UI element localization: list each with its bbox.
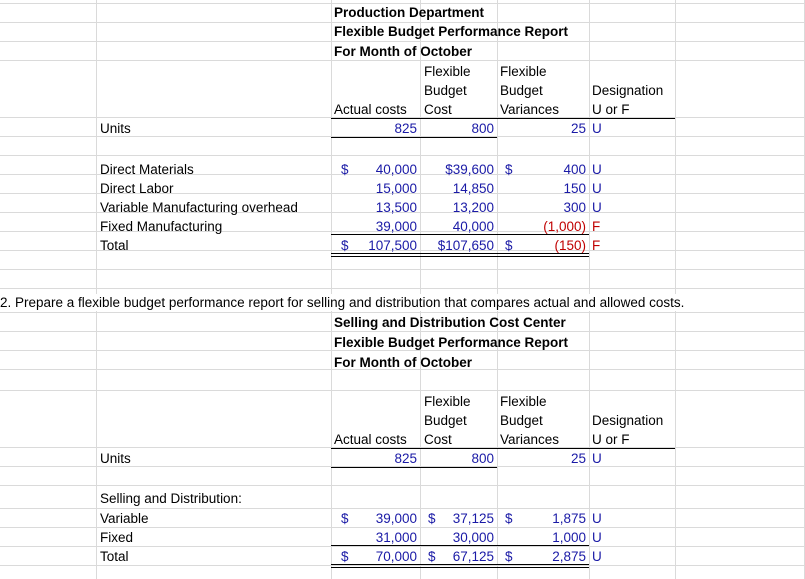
total-double-underline xyxy=(331,564,420,568)
header-budget: Budget xyxy=(424,83,467,98)
row-designation[interactable]: U xyxy=(592,181,602,196)
header-budget: Budget xyxy=(500,413,543,428)
grid-col-line xyxy=(331,0,332,579)
grid-row-line xyxy=(0,527,805,528)
units-designation[interactable]: U xyxy=(592,451,602,466)
grid-row-line xyxy=(0,288,805,289)
total-actual[interactable]: 70,000 xyxy=(375,549,417,564)
header-flexible: Flexible xyxy=(500,64,547,79)
row-budget[interactable]: 40,000 xyxy=(452,219,494,234)
row-designation[interactable]: U xyxy=(592,200,602,215)
grid-col-line xyxy=(420,0,421,579)
report-title-cost-center: Selling and Distribution Cost Center xyxy=(334,315,566,330)
cell-underline xyxy=(331,467,420,468)
total-dollar: $ xyxy=(341,549,349,564)
row-label: Direct Labor xyxy=(100,181,174,196)
total-dollar: $ xyxy=(341,238,349,253)
total-budget-dollar: $ xyxy=(428,549,436,564)
cell-underline xyxy=(331,137,420,138)
total-actual[interactable]: 107,500 xyxy=(368,238,417,253)
row-label: Fixed xyxy=(100,530,134,545)
report-title-department: Production Department xyxy=(334,5,485,20)
units-variance[interactable]: 25 xyxy=(570,451,586,466)
group-label: Selling and Distribution: xyxy=(100,491,242,506)
units-budget[interactable]: 800 xyxy=(471,451,494,466)
cell-underline xyxy=(497,545,589,546)
row-variance[interactable]: (1,000) xyxy=(543,219,586,234)
row-budget[interactable]: $39,600 xyxy=(445,162,494,177)
row-dollar: $ xyxy=(341,511,349,526)
units-actual[interactable]: 825 xyxy=(394,121,417,136)
header-budget: Budget xyxy=(500,83,543,98)
grid-col-line xyxy=(497,0,498,579)
units-budget[interactable]: 800 xyxy=(471,121,494,136)
row-variance-dollar: $ xyxy=(505,162,513,177)
total-double-underline xyxy=(497,253,589,257)
row-label: Direct Materials xyxy=(100,162,194,177)
total-variance[interactable]: (150) xyxy=(554,238,586,253)
row-actual[interactable]: 13,500 xyxy=(375,200,417,215)
header-underline xyxy=(331,118,675,119)
total-designation[interactable]: U xyxy=(592,549,602,564)
header-u-or-f: U or F xyxy=(592,432,630,447)
total-budget[interactable]: 67,125 xyxy=(452,549,494,564)
row-actual[interactable]: 31,000 xyxy=(375,530,417,545)
grid-row-line xyxy=(0,390,805,391)
header-actual-costs: Actual costs xyxy=(334,102,407,117)
header-flexible: Flexible xyxy=(500,394,547,409)
row-label: Variable xyxy=(100,511,149,526)
row-actual[interactable]: 15,000 xyxy=(375,181,417,196)
row-budget[interactable]: 30,000 xyxy=(452,530,494,545)
total-designation[interactable]: F xyxy=(592,238,601,253)
row-budget[interactable]: 13,200 xyxy=(452,200,494,215)
header-designation: Designation xyxy=(592,413,664,428)
row-label: Variable Manufacturing overhead xyxy=(100,200,298,215)
grid-row-line xyxy=(0,41,805,42)
row-designation[interactable]: U xyxy=(592,162,602,177)
total-double-underline xyxy=(420,564,497,568)
grid-row-line xyxy=(0,485,805,486)
cell-underline xyxy=(420,467,497,468)
total-variance-dollar: $ xyxy=(505,549,513,564)
report-title: Flexible Budget Performance Report xyxy=(334,24,569,39)
row-designation[interactable]: U xyxy=(592,530,602,545)
header-variances: Variances xyxy=(500,432,560,447)
total-budget[interactable]: $107,650 xyxy=(437,238,494,253)
grid-row-line xyxy=(0,312,805,313)
grid-col-line xyxy=(96,0,97,579)
units-actual[interactable]: 825 xyxy=(394,451,417,466)
row-variance[interactable]: 300 xyxy=(563,200,586,215)
header-flexible: Flexible xyxy=(424,64,471,79)
header-u-or-f: U or F xyxy=(592,102,630,117)
row-variance[interactable]: 1,875 xyxy=(552,511,586,526)
row-variance[interactable]: 150 xyxy=(563,181,586,196)
row-variance[interactable]: 400 xyxy=(563,162,586,177)
units-variance[interactable]: 25 xyxy=(570,121,586,136)
header-flexible: Flexible xyxy=(424,394,471,409)
grid-row-line xyxy=(0,269,805,270)
total-label: Total xyxy=(100,238,129,253)
row-label: Fixed Manufacturing xyxy=(100,219,223,234)
row-budget-dollar: $ xyxy=(428,511,436,526)
row-variance-dollar: $ xyxy=(505,511,513,526)
cell-underline xyxy=(331,545,420,546)
row-dollar: $ xyxy=(341,162,349,177)
units-label: Units xyxy=(100,451,131,466)
units-designation[interactable]: U xyxy=(592,121,602,136)
report-period: For Month of October xyxy=(334,355,472,370)
cell-underline xyxy=(331,234,420,235)
total-variance[interactable]: 2,875 xyxy=(552,549,586,564)
cell-underline xyxy=(420,137,497,138)
units-label: Units xyxy=(100,121,131,136)
row-variance[interactable]: 1,000 xyxy=(552,530,586,545)
row-actual[interactable]: 39,000 xyxy=(375,511,417,526)
total-double-underline xyxy=(331,253,420,257)
header-variances: Variances xyxy=(500,102,560,117)
header-cost: Cost xyxy=(424,102,452,117)
total-double-underline xyxy=(420,253,497,257)
report-period: For Month of October xyxy=(334,44,472,59)
grid-row-line xyxy=(0,60,805,61)
header-actual-costs: Actual costs xyxy=(334,432,407,447)
total-label: Total xyxy=(100,549,129,564)
grid-row-line xyxy=(0,508,805,509)
grid-row-line xyxy=(0,331,805,332)
row-designation[interactable]: F xyxy=(592,219,601,234)
report-title: Flexible Budget Performance Report xyxy=(334,335,569,350)
cell-underline xyxy=(497,234,589,235)
grid-row-line xyxy=(0,155,805,156)
question-text: 2. Prepare a flexible budget performance report for selling and distribution that compares actual and allowed costs. xyxy=(0,295,685,310)
grid-col-line xyxy=(675,0,676,579)
row-budget[interactable]: 14,850 xyxy=(452,181,494,196)
cell-underline xyxy=(420,234,497,235)
row-designation[interactable]: U xyxy=(592,511,602,526)
header-cost: Cost xyxy=(424,432,452,447)
total-double-underline xyxy=(497,564,589,568)
cell-underline xyxy=(420,545,497,546)
row-actual[interactable]: 39,000 xyxy=(375,219,417,234)
header-designation: Designation xyxy=(592,83,664,98)
grid-row-line xyxy=(0,546,805,547)
total-variance-dollar: $ xyxy=(505,238,513,253)
header-budget: Budget xyxy=(424,413,467,428)
row-budget[interactable]: 37,125 xyxy=(452,511,494,526)
row-actual[interactable]: 40,000 xyxy=(375,162,417,177)
grid-col-line xyxy=(589,0,590,579)
header-underline xyxy=(331,448,675,449)
